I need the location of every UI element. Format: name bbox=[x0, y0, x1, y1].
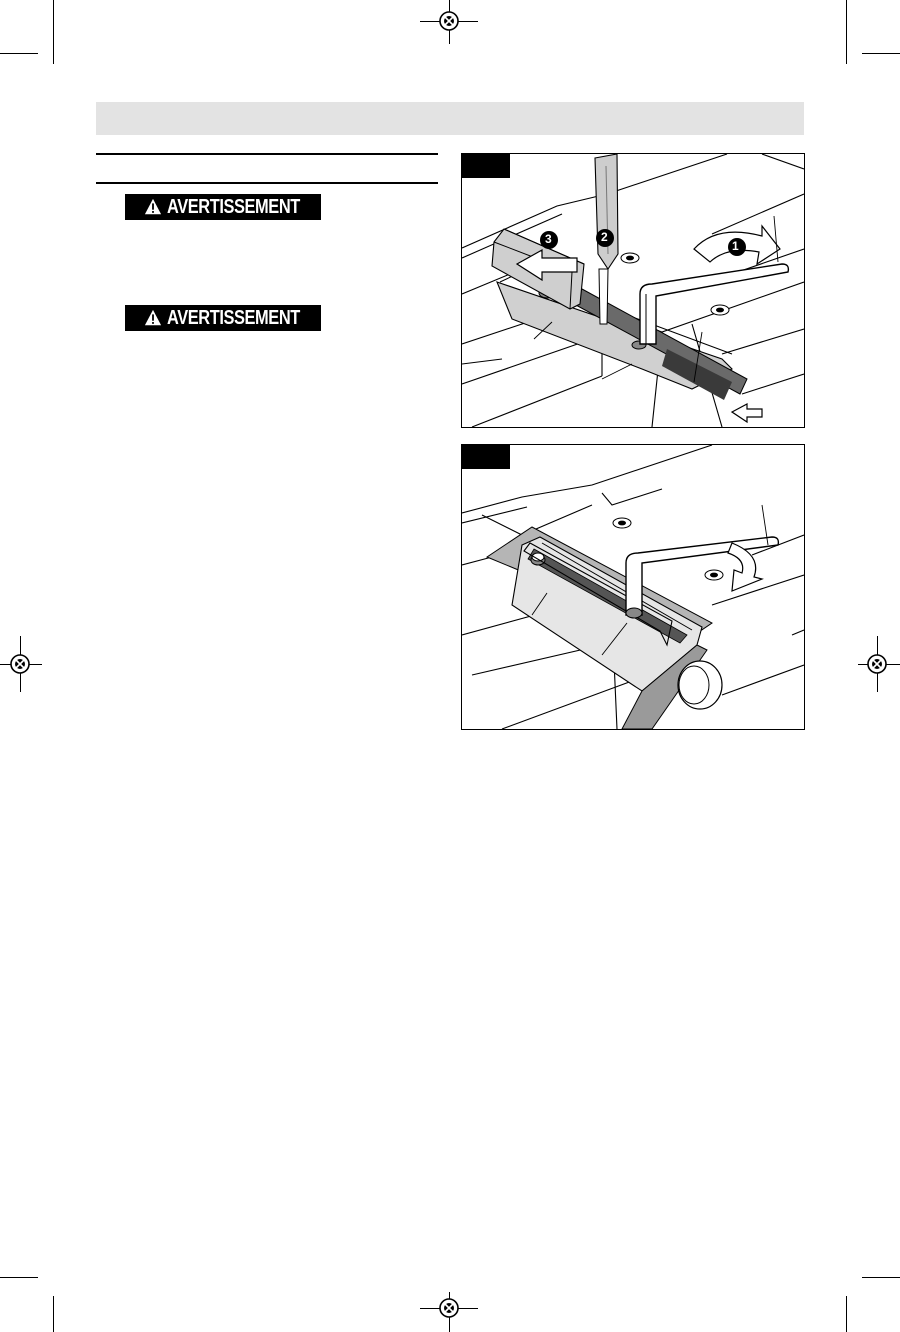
section-rule-top bbox=[96, 153, 438, 155]
crop-mark-top-left-h bbox=[0, 53, 38, 54]
section-rule-bottom bbox=[96, 182, 438, 184]
step-number-3: 3 bbox=[545, 232, 552, 246]
crop-mark-bottom-left-h bbox=[0, 1277, 38, 1278]
registration-mark-icon bbox=[437, 1296, 461, 1320]
warning-label-text: AVERTISSEMENT bbox=[167, 195, 301, 218]
registration-mark-icon bbox=[865, 652, 889, 676]
crop-mark-top-left-v bbox=[53, 0, 54, 64]
figure-bottom-illustration bbox=[462, 445, 804, 729]
figure-top-illustration bbox=[462, 154, 804, 427]
step-number-2: 2 bbox=[601, 230, 608, 244]
warning-triangle-icon bbox=[144, 309, 162, 327]
registration-mark-icon bbox=[437, 9, 461, 33]
crop-mark-bottom-right-v bbox=[846, 1296, 847, 1332]
crop-mark-top-right-v bbox=[846, 0, 847, 64]
figure-top bbox=[461, 153, 805, 428]
figure-bottom bbox=[461, 444, 805, 730]
figure-number-tab bbox=[462, 445, 510, 469]
warning-label bbox=[125, 305, 321, 331]
crop-mark-bottom-left-v bbox=[53, 1296, 54, 1332]
crop-mark-bottom-right-h bbox=[862, 1277, 900, 1278]
crop-mark-top-right-h bbox=[862, 53, 900, 54]
warning-label-text: AVERTISSEMENT bbox=[167, 306, 301, 329]
figure-number-tab bbox=[462, 154, 510, 178]
registration-mark-icon bbox=[8, 652, 32, 676]
section-header-bar bbox=[96, 102, 804, 135]
warning-triangle-icon bbox=[144, 198, 162, 216]
step-number-1: 1 bbox=[732, 239, 739, 253]
warning-label bbox=[125, 194, 321, 220]
